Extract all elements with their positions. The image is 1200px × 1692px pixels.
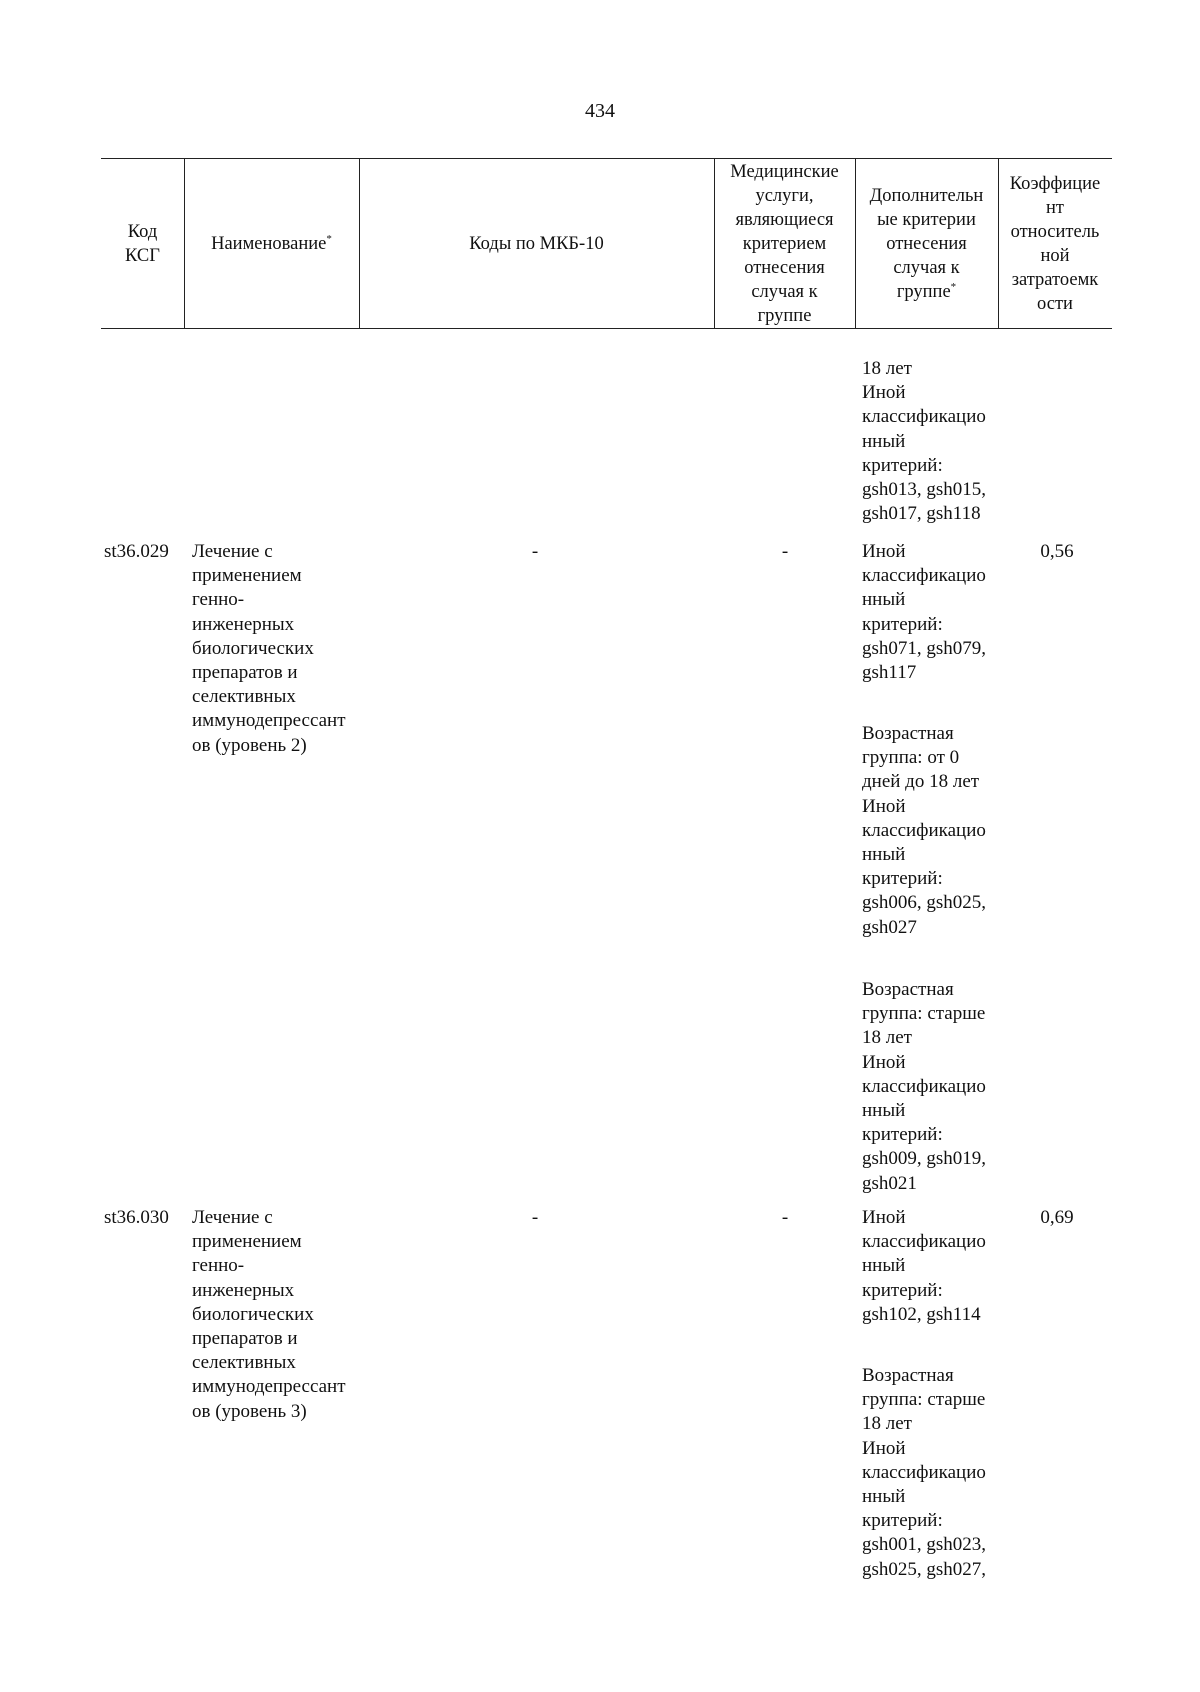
header-bottom-rule	[101, 328, 1112, 329]
header-criteria: Дополнительн ые критерии отнесения случая к группе*	[869, 185, 984, 302]
row-services: -	[781, 1207, 789, 1228]
footnote-mark: *	[950, 280, 957, 293]
table-top-rule	[101, 158, 1112, 159]
header-coef: Коэффицие нт относитель ной затратоемк ости	[1009, 173, 1101, 314]
continuation-criteria: 18 лет Иной классификацио нный критерий: gsh013, gsh015, gsh017, gsh118	[862, 358, 987, 525]
row-icd: -	[531, 1207, 539, 1228]
row-code: st36.029	[104, 541, 169, 562]
row-criteria-block: Возрастная группа: старше 18 лет Иной классификацио нный критерий: gsh009, gsh019, gsh021	[862, 979, 987, 1194]
row-criteria-block: Иной классификацио нный критерий: gsh071, gsh079, gsh117	[862, 541, 987, 684]
footnote-mark: *	[326, 232, 332, 245]
header-name: Наименование*	[211, 232, 332, 254]
header-icd: Коды по МКБ-10	[469, 233, 604, 254]
row-criteria-block: Иной классификацио нный критерий: gsh102, gsh114	[862, 1207, 986, 1325]
row-name: Лечение с применением генно- инженерных биологических препаратов и селективных иммунодепрессант ов (уровень 2)	[192, 541, 346, 756]
header-code: Код КСГ	[125, 221, 160, 266]
row-services: -	[781, 541, 789, 562]
row-criteria-block: Возрастная группа: от 0 дней до 18 лет Иной классификацио нный критерий: gsh006, gsh025, gsh027	[862, 723, 987, 938]
header-services: Медицинские услуги, являющиеся критерием отнесения случая к группе	[730, 161, 839, 326]
row-criteria-block: Возрастная группа: старше 18 лет Иной классификацио нный критерий: gsh001, gsh023, gsh025, gsh027,	[862, 1365, 987, 1580]
row-coef: 0,69	[1040, 1207, 1074, 1228]
row-name: Лечение с применением генно- инженерных биологических препаратов и селективных иммунодепрессант ов (уровень 3)	[192, 1207, 346, 1422]
row-code: st36.030	[104, 1207, 169, 1228]
row-icd: -	[531, 541, 539, 562]
page-number: 434	[585, 100, 615, 122]
row-coef: 0,56	[1040, 541, 1074, 562]
